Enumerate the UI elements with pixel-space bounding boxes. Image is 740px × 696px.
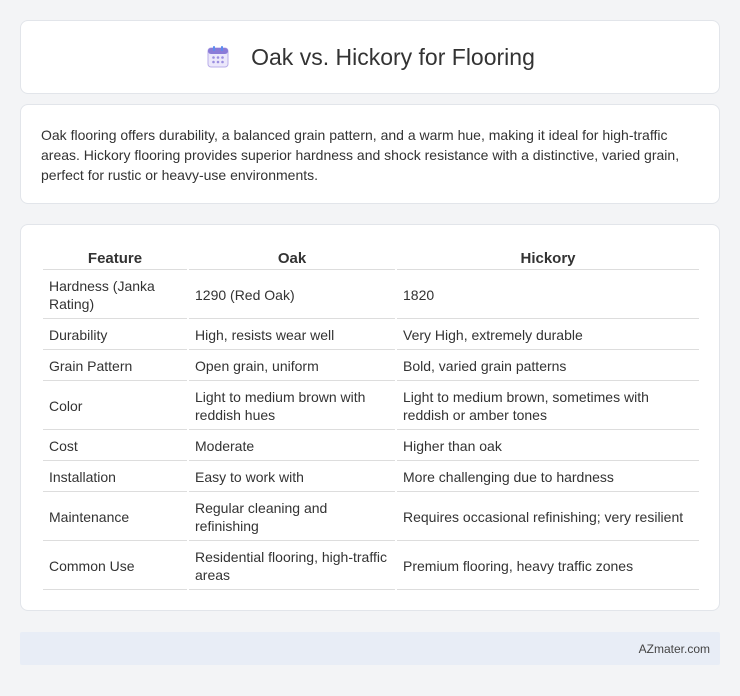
oak-cell: Moderate xyxy=(189,432,395,461)
header-feature: Feature xyxy=(43,247,187,270)
feature-cell: Common Use xyxy=(43,543,187,590)
feature-cell: Installation xyxy=(43,463,187,492)
table-row xyxy=(43,463,699,492)
calendar-icon xyxy=(205,44,231,70)
header-oak: Oak xyxy=(189,247,395,270)
table-row xyxy=(43,383,699,430)
feature-cell: Grain Pattern xyxy=(43,352,187,381)
oak-cell: Residential flooring, high-traffic areas xyxy=(189,543,395,590)
table-card xyxy=(20,224,720,611)
intro-text: Oak flooring offers durability, a balanced grain pattern, and a warm hue, making it ideal for high-traffic areas. Hickory flooring provides superior hardness and shock resistance with a distinctive, varied grain, perfect for rustic or heavy-use environments. xyxy=(41,127,680,183)
header-hickory: Hickory xyxy=(397,247,699,270)
hickory-cell: Very High, extremely durable xyxy=(397,321,699,350)
hickory-cell: Light to medium brown, sometimes with reddish or amber tones xyxy=(397,383,699,430)
feature-cell: Hardness (Janka Rating) xyxy=(43,272,187,319)
hickory-cell: Premium flooring, heavy traffic zones xyxy=(397,543,699,590)
feature-cell: Maintenance xyxy=(43,494,187,541)
oak-cell: Regular cleaning and refinishing xyxy=(189,494,395,541)
oak-cell: Light to medium brown with reddish hues xyxy=(189,383,395,430)
table-row xyxy=(43,494,699,541)
table-row xyxy=(43,321,699,350)
table-row xyxy=(43,272,699,319)
page-title: Oak vs. Hickory for Flooring xyxy=(251,43,535,70)
feature-cell: Color xyxy=(43,383,187,430)
table-row xyxy=(43,352,699,381)
hickory-cell: Requires occasional refinishing; very resilient xyxy=(397,494,699,541)
oak-cell: High, resists wear well xyxy=(189,321,395,350)
oak-cell: Open grain, uniform xyxy=(189,352,395,381)
feature-cell: Cost xyxy=(43,432,187,461)
footer xyxy=(20,632,720,665)
comparison-table xyxy=(41,245,701,592)
oak-cell: 1290 (Red Oak) xyxy=(189,272,395,319)
hickory-cell: More challenging due to hardness xyxy=(397,463,699,492)
intro-card xyxy=(20,104,720,204)
table-header-row xyxy=(43,247,699,270)
table-row xyxy=(43,432,699,461)
feature-cell: Durability xyxy=(43,321,187,350)
title-card xyxy=(20,20,720,94)
hickory-cell: Higher than oak xyxy=(397,432,699,461)
oak-cell: Easy to work with xyxy=(189,463,395,492)
table-row xyxy=(43,543,699,590)
footer-source[interactable]: AZmater.com xyxy=(638,641,710,656)
hickory-cell: 1820 xyxy=(397,272,699,319)
hickory-cell: Bold, varied grain patterns xyxy=(397,352,699,381)
